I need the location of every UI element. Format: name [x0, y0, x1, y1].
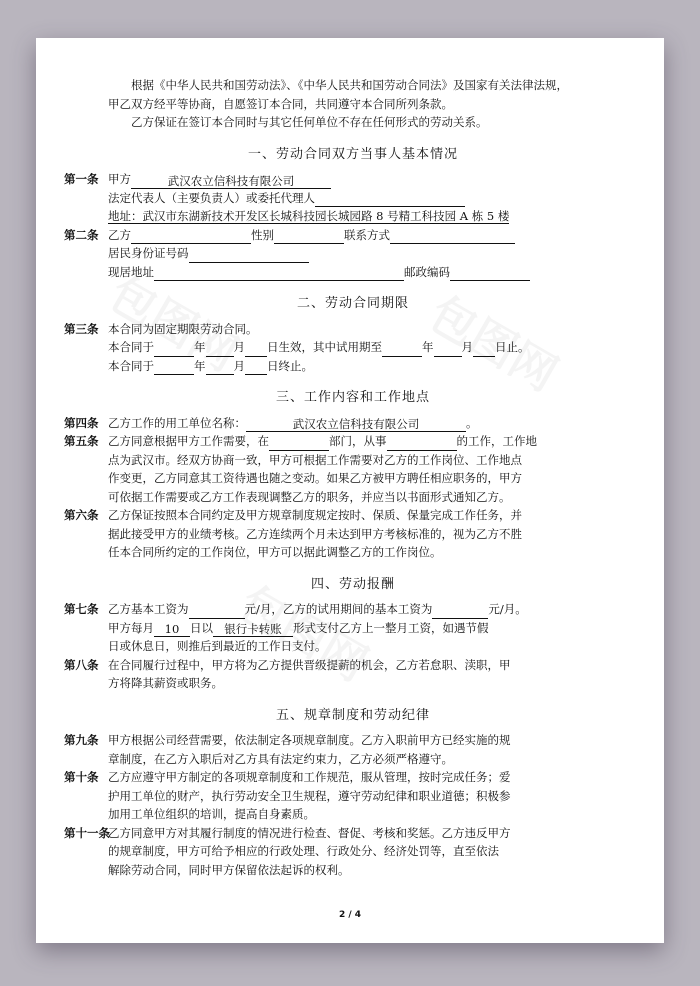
- document-page: [36, 38, 664, 943]
- employer-name: 武汉农立信科技有限公司: [246, 417, 466, 432]
- contact-field: [390, 229, 515, 244]
- text-line: 点为武汉市。经双方协商一致，甲方可根据工作需要对乙方的工作岗位、工作地点: [108, 452, 522, 467]
- party-a-label: 甲方: [108, 172, 131, 186]
- article-3: [64, 320, 598, 376]
- page-number: 2 / 4: [338, 910, 362, 920]
- article-6: [64, 506, 598, 562]
- gender-field: [274, 229, 344, 244]
- article-label: 第九条: [64, 733, 99, 747]
- postcode-field: [450, 266, 530, 281]
- text: 年: [194, 340, 206, 354]
- text: 乙方同意根据甲方工作需要，在: [108, 434, 269, 448]
- article-7: [64, 600, 598, 656]
- id-field: [189, 248, 309, 263]
- contract-type: 本合同为固定期限劳动合同。: [108, 321, 258, 336]
- party-a-address: 地址：武汉市东湖新技术开发区长城科技园长城园路 8 号精工科技园 A 栋 5 楼: [108, 209, 510, 223]
- address-field: [154, 266, 404, 281]
- blank: [245, 360, 267, 375]
- text: 年: [194, 358, 206, 373]
- article-4: [64, 414, 598, 433]
- text-line: 在合同履行过程中，甲方将为乙方提供晋级提薪的机会，乙方若怠职、渎职，甲: [108, 657, 511, 672]
- section-title: 三、工作内容和工作地点: [275, 390, 430, 405]
- article-11: [64, 824, 598, 880]
- text: 形式支付乙方上一整月工资，如遇节假: [293, 620, 489, 635]
- text: 元/月，乙方的试用期间的基本工资为: [244, 602, 433, 616]
- party-b-label: 乙方: [108, 227, 131, 242]
- blank: [473, 342, 495, 357]
- section-title: 二、劳动合同期限: [296, 296, 409, 311]
- text: 月: [461, 340, 473, 354]
- text: 乙方基本工资为: [108, 602, 189, 616]
- gender-label: 性别: [251, 227, 274, 242]
- text-line: 护用工单位的财产，执行劳动安全卫生规程，遵守劳动纪律和职业道德；积极参: [108, 788, 511, 803]
- representative-label: 法定代表人（主要负责人）或委托代理人: [108, 190, 315, 205]
- article-label: 第四条: [64, 415, 99, 430]
- contract-body: [64, 76, 598, 879]
- text-line: 解除劳动合同，同时甲方保留依法起诉的权利。: [108, 862, 350, 877]
- article-label: 第七条: [64, 602, 99, 616]
- intro-line: 乙方保证在签订本合同时与其它任何单位不存在任何形式的劳动关系。: [131, 115, 488, 129]
- probation-salary-field: [432, 604, 488, 619]
- intro-line: 甲乙双方经平等协商，自愿签订本合同，共同遵守本合同所列条款。: [108, 96, 453, 111]
- article-10: [64, 768, 598, 824]
- text: 部门，从事: [329, 434, 387, 448]
- party-b-name-field: [131, 229, 251, 244]
- blank: [245, 342, 267, 357]
- text: 日生效，其中试用期至: [267, 340, 382, 354]
- text-line: 甲方根据公司经营需要，依法制定各项规章制度。乙方入职前甲方已经实施的规: [108, 733, 511, 747]
- text: 乙方工作的用工单位名称：: [108, 415, 246, 430]
- section-title: 一、劳动合同双方当事人基本情况: [247, 146, 458, 162]
- text: 日以: [190, 620, 213, 635]
- article-8: [64, 656, 598, 693]
- text-line: 加用工单位组织的培训，提高自身素质。: [108, 807, 315, 821]
- article-9: [64, 731, 598, 768]
- article-label: 第一条: [64, 172, 99, 186]
- text: 本合同于: [108, 340, 154, 354]
- text: 月: [233, 358, 245, 373]
- text: 日终止。: [267, 358, 313, 373]
- article-label: 第六条: [64, 508, 99, 522]
- blank: [206, 342, 234, 357]
- blank: [382, 342, 422, 357]
- text-line: 乙方同意甲方对其履行制度的情况进行检查、督促、考核和奖惩。乙方违反甲方: [108, 825, 511, 840]
- text: 月: [233, 340, 245, 354]
- text: 本合同于: [108, 358, 154, 373]
- pay-method: 银行卡转账: [213, 622, 293, 637]
- article-1: [64, 170, 598, 226]
- text-line: 任本合同所约定的工作岗位，甲方可以据此调整乙方的工作岗位。: [108, 545, 442, 559]
- text: 日止。: [495, 340, 530, 354]
- text-line: 作变更，乙方同意其工资待遇也随之变动。如果乙方被甲方聘任相应职务的，甲方: [108, 471, 522, 485]
- text-line: 乙方保证按照本合同约定及甲方规章制度规定按时、保质、保量完成工作任务，并: [108, 508, 522, 522]
- text-line: 据此接受甲方的业绩考核。乙方连续两个月未达到甲方考核标准的，视为乙方不胜: [108, 526, 522, 541]
- contact-label: 联系方式: [344, 227, 390, 242]
- text-line: 章制度，在乙方入职后对乙方具有法定约束力，乙方必须严格遵守。: [108, 751, 453, 766]
- article-label: 第十条: [64, 770, 99, 784]
- blank: [206, 360, 234, 375]
- article-label: 第二条: [64, 227, 99, 242]
- article-label: 第五条: [64, 434, 99, 448]
- text-line: 日或休息日，则推后到最近的工作日支付。: [108, 639, 327, 653]
- text: 元/月。: [488, 602, 527, 616]
- intro-line: 根据《中华人民共和国劳动法》、《中华人民共和国劳动合同法》及国家有关法律法规，: [131, 78, 568, 92]
- base-salary-field: [189, 604, 245, 619]
- article-2: [64, 226, 598, 282]
- text: 年: [422, 340, 434, 354]
- position-field: [387, 436, 457, 451]
- section-title: 四、劳动报酬: [310, 576, 395, 592]
- department-field: [269, 436, 329, 451]
- text-line: 乙方应遵守甲方制定的各项规章制度和工作规范，服从管理，按时完成任务；爱: [108, 770, 511, 784]
- address-label: 现居地址: [108, 264, 154, 279]
- article-label: 第八条: [64, 657, 99, 672]
- article-label: 第十一条: [64, 825, 110, 840]
- representative-field: [315, 192, 465, 207]
- party-a-name: 武汉农立信科技有限公司: [131, 174, 331, 189]
- blank: [154, 342, 194, 357]
- blank: [434, 342, 462, 357]
- text: 的工作，工作地: [456, 434, 537, 448]
- postcode-label: 邮政编码: [404, 264, 450, 279]
- section-title: 五、规章制度和劳动纪律: [275, 707, 430, 723]
- text: 甲方每月: [108, 620, 154, 635]
- article-label: 第三条: [64, 321, 99, 336]
- article-5: [64, 432, 598, 506]
- text: 。: [466, 415, 478, 430]
- pay-day: 10: [154, 622, 190, 637]
- text-line: 的规章制度，甲方可给予相应的行政处理、行政处分、经济处罚等，直至依法: [108, 844, 499, 858]
- text-line: 可依据工作需要或乙方工作表现调整乙方的职务，并应当以书面形式通知乙方。: [108, 489, 511, 504]
- id-label: 居民身份证号码: [108, 246, 189, 260]
- text-line: 方将降其薪资或职务。: [108, 676, 223, 690]
- blank: [154, 360, 194, 375]
